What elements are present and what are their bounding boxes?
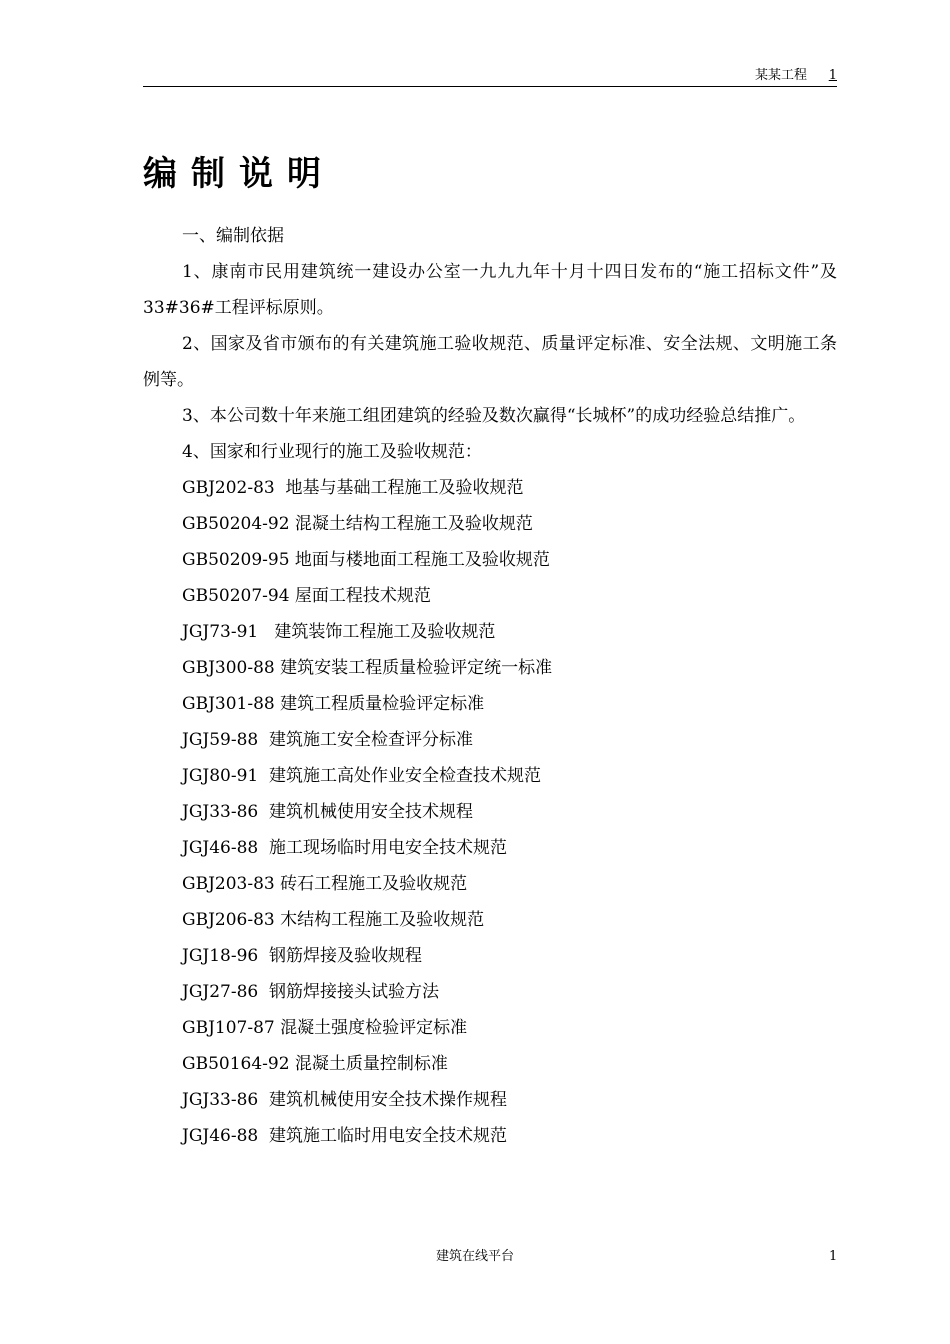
document-title: 编制说明: [143, 154, 335, 194]
standard-item: JGJ33-86 建筑机械使用安全技术操作规程: [182, 1090, 508, 1110]
standard-item: GBJ206-83 木结构工程施工及验收规范: [182, 910, 485, 930]
standard-item: JGJ46-88 施工现场临时用电安全技术规范: [182, 838, 508, 858]
standard-item: JGJ80-91 建筑施工高处作业安全检查技术规范: [182, 766, 542, 786]
header-project-name: 某某工程: [754, 68, 807, 83]
standard-item: GB50164-92 混凝土质量控制标准: [182, 1054, 448, 1074]
standard-item: JGJ59-88 建筑施工安全检查评分标准: [182, 730, 474, 750]
page-header: [143, 64, 837, 87]
standard-item: JGJ33-86 建筑机械使用安全技术规程: [182, 802, 474, 822]
standard-item: GB50207-94 屋面工程技术规范: [182, 586, 431, 606]
standards-list: [143, 470, 837, 1154]
standard-item: GBJ202-83 地基与基础工程施工及验收规范: [182, 478, 524, 498]
document-body: [143, 218, 837, 1154]
paragraph: 2、国家及省市颁布的有关建筑施工验收规范、质量评定标准、安全法规、文明施工条例等。: [143, 334, 837, 390]
standard-item: GB50209-95 地面与楼地面工程施工及验收规范: [182, 550, 550, 570]
header-page-number: 1: [828, 68, 837, 83]
standard-item: GB50204-92 混凝土结构工程施工及验收规范: [182, 514, 533, 534]
standard-item: JGJ46-88 建筑施工临时用电安全技术规范: [182, 1126, 508, 1146]
section-heading: 一、编制依据: [182, 226, 284, 246]
paragraph: 4、国家和行业现行的施工及验收规范：: [182, 442, 482, 462]
standard-item: GBJ107-87 混凝土强度检验评定标准: [182, 1018, 468, 1038]
standard-item: GBJ301-88 建筑工程质量检验评定标准: [182, 694, 485, 714]
paragraph: 1、康南市民用建筑统一建设办公室一九九九年十月十四日发布的“施工招标文件”及33#36#工程评标原则。: [143, 262, 837, 318]
standard-item: JGJ18-96 钢筋焊接及验收规程: [182, 946, 423, 966]
standard-item: JGJ73-91 建筑装饰工程施工及验收规范: [182, 622, 496, 642]
standard-item: JGJ27-86 钢筋焊接接头试验方法: [182, 982, 440, 1002]
footer-page-number: 1: [829, 1249, 838, 1264]
standard-item: GBJ300-88 建筑安装工程质量检验评定统一标准: [182, 658, 553, 678]
paragraph: 3、本公司数十年来施工组团建筑的经验及数次赢得“长城杯”的成功经验总结推广。: [182, 406, 806, 426]
standard-item: GBJ203-83 砖石工程施工及验收规范: [182, 874, 468, 894]
footer-platform-name: 建筑在线平台: [435, 1249, 514, 1264]
